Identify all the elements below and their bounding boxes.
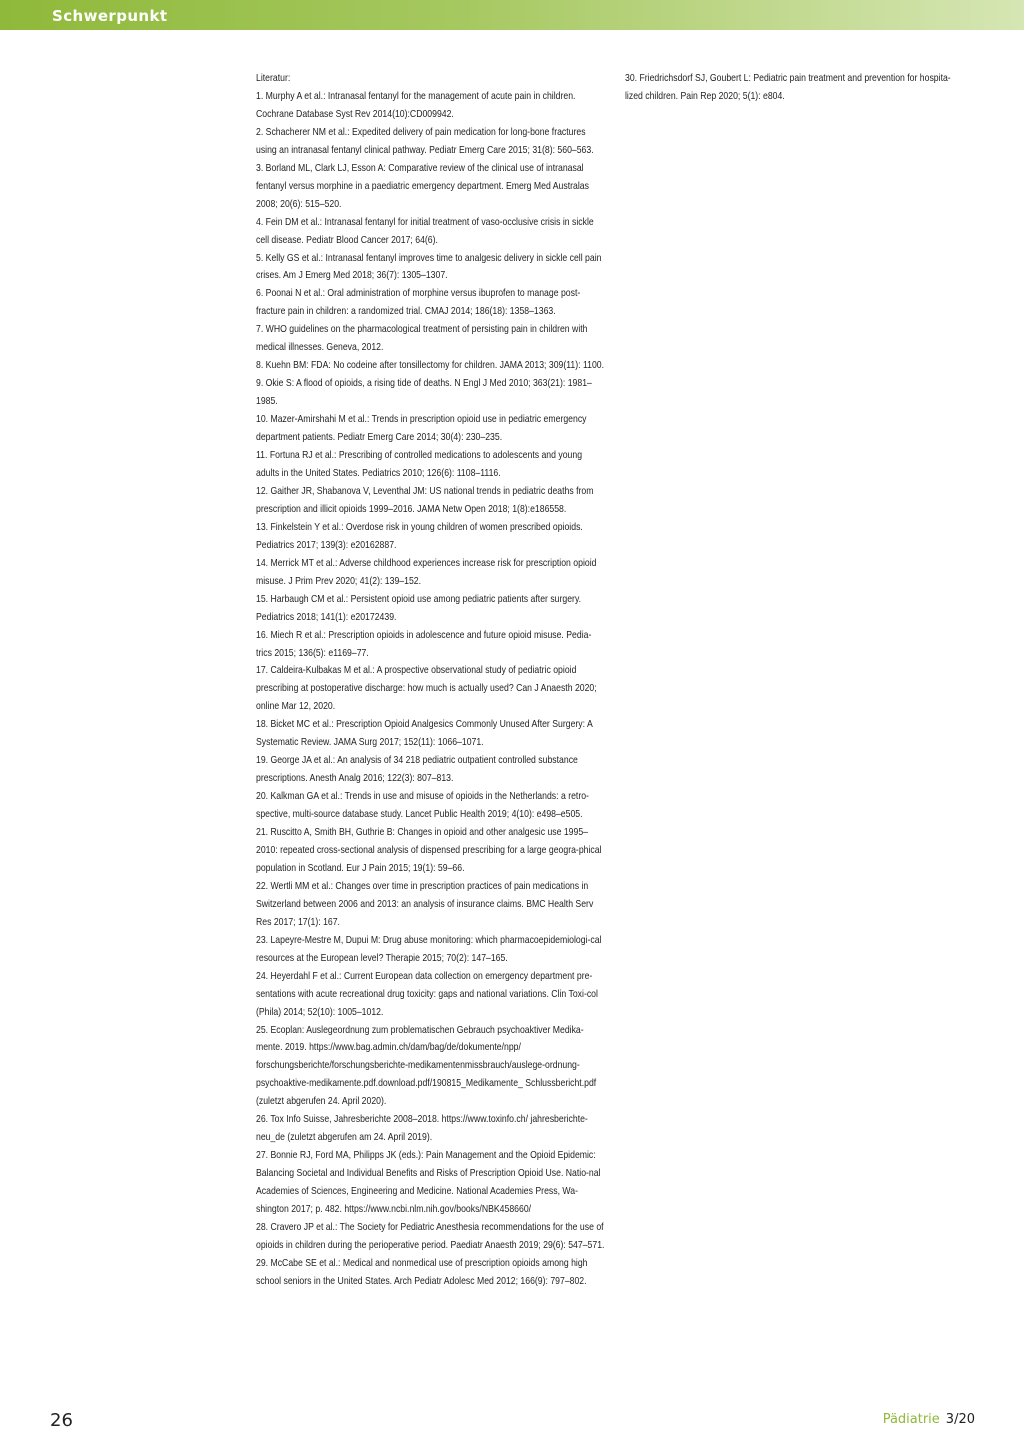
reference-item: 10. Mazer-Amirshahi M et al.: Trends in prescription opioid use in pediatric emergency department patients. Pediatr Emerg Care 2014; 30(4): 230–235. — [256, 414, 587, 444]
reference-item: 29. McCabe SE et al.: Medical and nonmedical use of prescription opioids among high school seniors in the United States. Arch Pediatr Adolesc Med 2012; 166(9): 797–802. — [256, 1257, 588, 1287]
references-heading: Literatur: — [256, 73, 291, 84]
reference-item: 23. Lapeyre-Mestre M, Dupui M: Drug abuse monitoring: which pharmacoepidemiologi-cal resources at the European level? Therapie 2015; 70(2): 147–165. — [256, 934, 602, 964]
reference-item: 19. George JA et al.: An analysis of 34 218 pediatric outpatient controlled substance prescriptions. Anesth Analg 2016; 122(3): 807–813. — [256, 755, 578, 785]
reference-item: 24. Heyerdahl F et al.: Current European data collection on emergency department pre-sentations with acute recreational drug toxicity: gaps and national variations. Clin Toxi-col (Phila) 2014; 52(10): 1005–1012. — [256, 970, 598, 1018]
journal-name: Pädiatrie — [882, 1412, 940, 1427]
reference-item: 7. WHO guidelines on the pharmacological treatment of persisting pain in children with medical illnesses. Geneva, 2012. — [256, 324, 588, 354]
reference-item: 25. Ecoplan: Auslegeordnung zum problematischen Gebrauch psychoaktiver Medika-mente. 2019. https://www.bag.admin.ch/dam/bag/de/dokumente/npp/ forschungsberichte/forschungsberichte-medikamentenmissbrauch/auslege-ordnung-psychoaktive-medikamente.pdf.download.pdf/190815_Medikamente_ Schlussbericht.pdf (zuletzt abgerufen 24. April 2020). — [256, 1024, 597, 1108]
reference-item: 5. Kelly GS et al.: Intranasal fentanyl improves time to analgesic delivery in sickle cell pain crises. Am J Emerg Med 2018; 36(7): 1305–1307. — [256, 252, 602, 282]
reference-item: 2. Schacherer NM et al.: Expedited delivery of pain medication for long-bone fractures using an intranasal fentanyl clinical pathway. Pediatr Emerg Care 2015; 31(8): 560–563. — [256, 126, 594, 156]
reference-item: 6. Poonai N et al.: Oral administration of morphine versus ibuprofen to manage post-fracture pain in children: a randomized trial. CMAJ 2014; 186(18): 1358–1363. — [256, 288, 581, 318]
reference-item: 1. Murphy A et al.: Intranasal fentanyl for the management of acute pain in children. Cochrane Database Syst Rev 2014(10):CD009942. — [256, 90, 576, 120]
reference-item: 18. Bicket MC et al.: Prescription Opioid Analgesics Commonly Unused After Surgery: A Systematic Review. JAMA Surg 2017; 152(11): 1066–1071. — [256, 719, 593, 749]
reference-item: 15. Harbaugh CM et al.: Persistent opioid use among pediatric patients after surgery. Pediatrics 2018; 141(1): e20172439. — [256, 593, 582, 623]
reference-item: 20. Kalkman GA et al.: Trends in use and misuse of opioids in the Netherlands: a retro-spective, multi-source database study. Lancet Public Health 2019; 4(10): e498–e505. — [256, 791, 589, 821]
reference-item: 22. Wertli MM et al.: Changes over time in prescription practices of pain medications in Switzerland between 2006 and 2013: an analysis of insurance claims. BMC Health Serv Res 2017; 17(1): 167. — [256, 880, 594, 928]
references-left-column — [256, 70, 605, 1291]
reference-item: 17. Caldeira-Kulbakas M et al.: A prospective observational study of pediatric opioid prescribing at postoperative discharge: how much is actually used? Can J Anaesth 2020; online Mar 12, 2020. — [256, 665, 597, 713]
reference-item: 14. Merrick MT et al.: Adverse childhood experiences increase risk for prescription opioid misuse. J Prim Prev 2020; 41(2): 139–152. — [256, 557, 597, 587]
reference-item: 3. Borland ML, Clark LJ, Esson A: Comparative review of the clinical use of intranasal fentanyl versus morphine in a paediatric emergency department. Emerg Med Australas 2008; 20(6): 515–520. — [256, 162, 589, 210]
reference-item: 26. Tox Info Suisse, Jahresberichte 2008–2018. https://www.toxinfo.ch/ jahresberichte-neu_de (zuletzt abgerufen am 24. April 2019). — [256, 1114, 588, 1144]
reference-item: 4. Fein DM et al.: Intranasal fentanyl for initial treatment of vaso-occlusive crisis in sickle cell disease. Pediatr Blood Cancer 2017; 64(6). — [256, 216, 594, 246]
reference-item: 11. Fortuna RJ et al.: Prescribing of controlled medications to adolescents and young adults in the United States. Pediatrics 2010; 126(6): 1108–1116. — [256, 450, 583, 479]
section-label: Schwerpunkt — [52, 7, 168, 25]
reference-item: 16. Miech R et al.: Prescription opioids in adolescence and future opioid misuse. Pedia-trics 2015; 136(5): e1169–77. — [256, 629, 592, 659]
reference-item: 12. Gaither JR, Shabanova V, Leventhal JM: US national trends in pediatric deaths from prescription and illicit opioids 1999–2016. JAMA Netw Open 2018; 1(8):e186558. — [256, 485, 594, 515]
reference-item: 13. Finkelstein Y et al.: Overdose risk in young children of women prescribed opioids. Pediatrics 2017; 139(3): e20162887. — [256, 521, 583, 551]
reference-item: 21. Ruscitto A, Smith BH, Guthrie B: Changes in opioid and other analgesic use 1995–2010: repeated cross-sectional analysis of dispensed prescribing for a large geogra-phical population in Scotland. Eur J Pain 2015; 19(1): 59–66. — [256, 827, 602, 874]
reference-item: 28. Cravero JP et al.: The Society for Pediatric Anesthesia recommendations for the use of opioids in children during the perioperative period. Paediatr Anaesth 2019; 29(6): 547–571. — [256, 1222, 605, 1251]
journal-footer — [883, 1412, 975, 1427]
issue-number: 3/20 — [945, 1412, 975, 1427]
reference-item: 27. Bonnie RJ, Ford MA, Philipps JK (eds.): Pain Management and the Opioid Epidemic: Balancing Societal and Individual Benefits and Risks of Prescription Opioid Use. Natio-nal Academies of Sciences, Engineering and Medicine. National Academies Press, Wa-shington 2017; p. 482. https://www.ncbi.nlm.nih.gov/books/NBK458660/ — [256, 1150, 601, 1216]
reference-item: 30. Friedrichsdorf SJ, Goubert L: Pediatric pain treatment and prevention for hospita-lized children. Pain Rep 2020; 5(1): e804. — [625, 73, 951, 102]
page-number: 26 — [50, 1410, 73, 1431]
reference-item: 9. Okie S: A flood of opioids, a rising tide of deaths. N Engl J Med 2010; 363(21): 1981–1985. — [256, 378, 592, 408]
references-right-column — [625, 70, 967, 106]
reference-item: 8. Kuehn BM: FDA: No codeine after tonsillectomy for children. JAMA 2013; 309(11): 1100. — [256, 360, 605, 372]
section-header-bar — [0, 0, 1024, 30]
